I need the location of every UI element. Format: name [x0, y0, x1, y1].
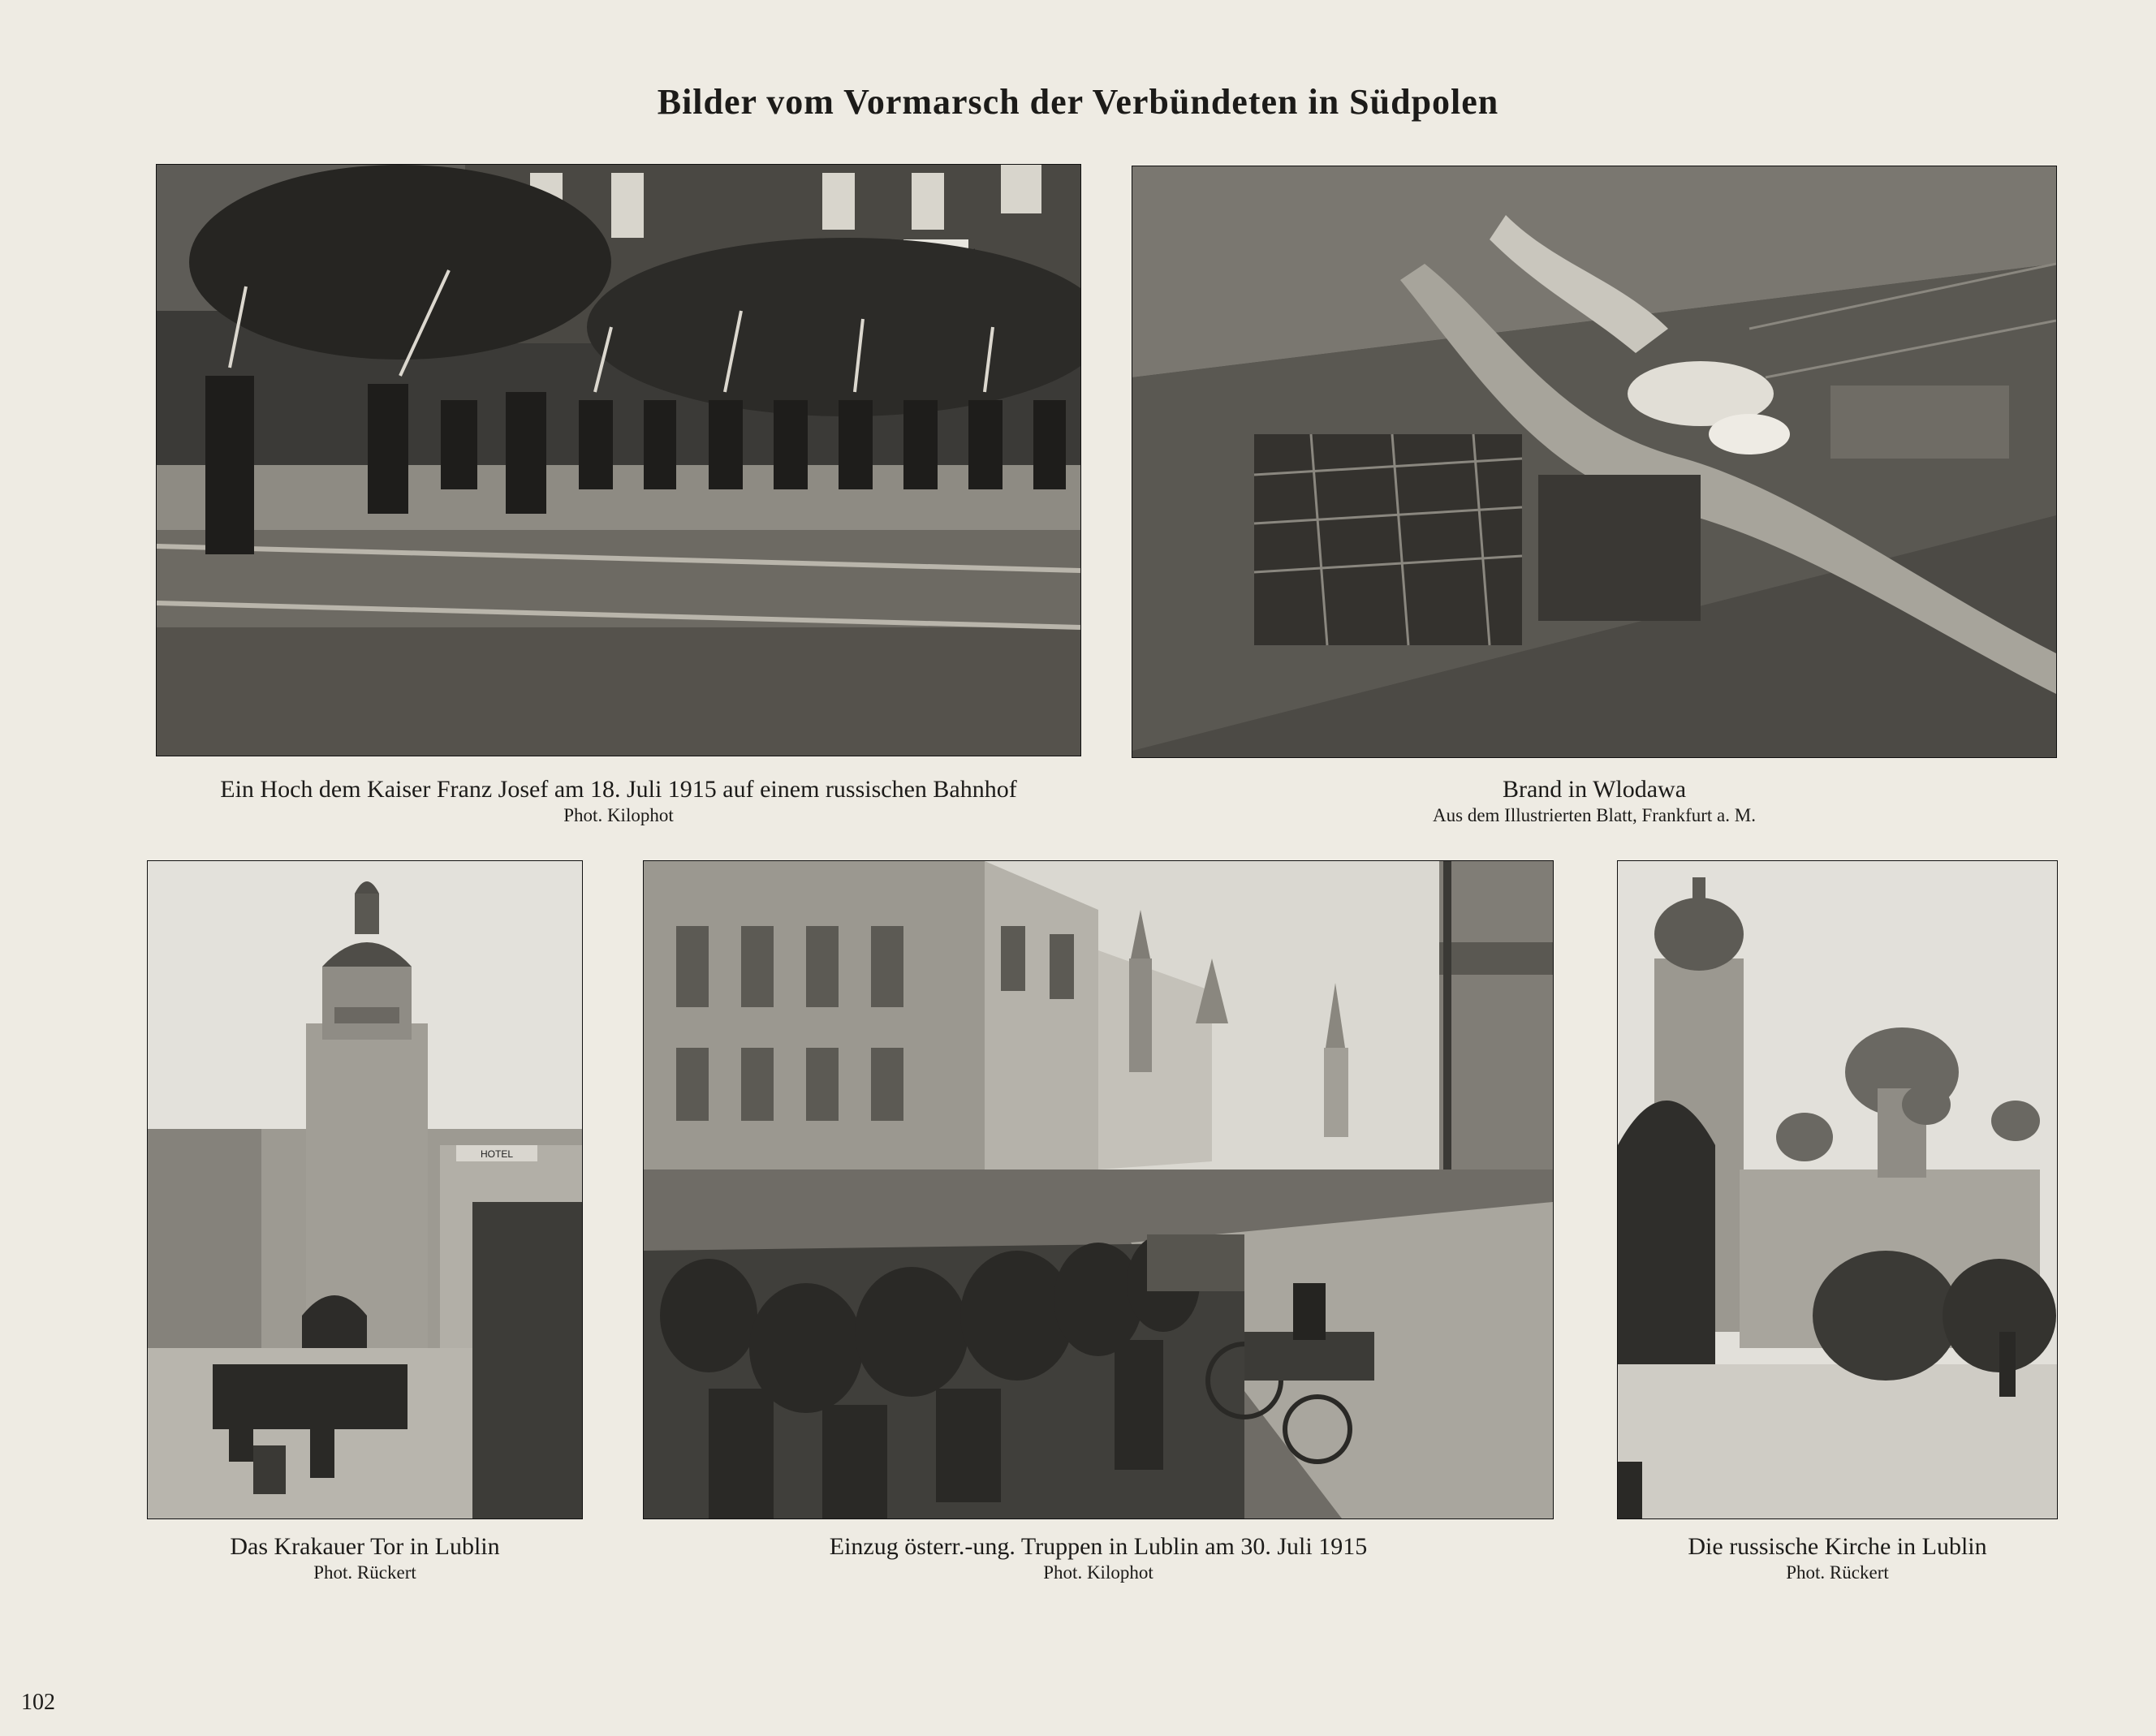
photo-credit: Phot. Kilophot: [1043, 1562, 1153, 1583]
page-number: 102: [21, 1690, 55, 1715]
photo-einzug-lublin: [644, 861, 1553, 1518]
hotel-sign: HOTEL: [480, 1148, 514, 1160]
caption-einzug-lublin: [644, 1532, 1553, 1584]
caption-text: Brand in Wlodawa: [1502, 776, 1687, 803]
caption-brand-wlodawa: [1132, 775, 2056, 827]
photo-russische-kirche: [1618, 861, 2057, 1518]
photo-brand-wlodawa: [1132, 166, 2056, 757]
caption-text: Das Krakauer Tor in Lublin: [230, 1533, 500, 1560]
photo-credit: Phot. Rückert: [313, 1562, 416, 1583]
caption-text: Die russische Kirche in Lublin: [1688, 1533, 1987, 1560]
photo-krakauer-tor: [148, 861, 582, 1518]
photo-credit: Phot. Kilophot: [563, 805, 674, 825]
photo-credit: Aus dem Illustrierten Blatt, Frankfurt a. M.: [1433, 805, 1756, 825]
caption-kaiser-hoch: [157, 775, 1080, 827]
caption-text: Einzug österr.-ung. Truppen in Lublin am 30. Juli 1915: [829, 1533, 1368, 1560]
caption-text: Ein Hoch dem Kaiser Franz Josef am 18. Juli 1915 auf einem russischen Bahnhof: [220, 776, 1017, 803]
caption-krakauer-tor: [148, 1532, 582, 1584]
photo-credit: Phot. Rückert: [1786, 1562, 1889, 1583]
page-title: Bilder vom Vormarsch der Verbündeten in Südpolen: [657, 82, 1499, 122]
caption-russische-kirche: [1618, 1532, 2057, 1584]
photo-kaiser-hoch: [157, 165, 1080, 756]
